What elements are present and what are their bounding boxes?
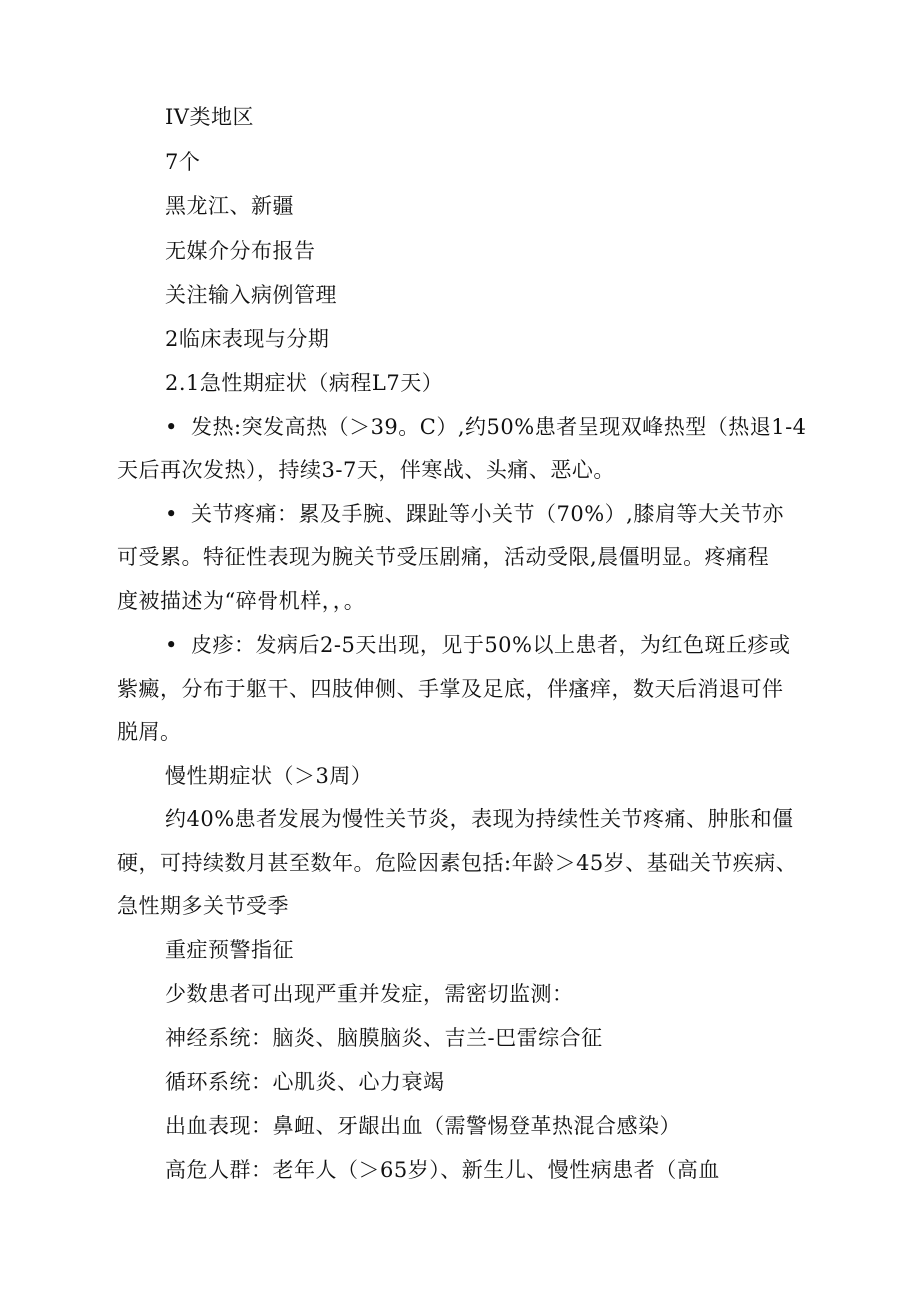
severe-neuro: 神经系统：脑炎、脑膜脑炎、吉兰-巴雷综合征 (165, 1026, 603, 1050)
subsection-heading-chronic: 慢性期症状（＞3周） (165, 764, 373, 788)
imported-case-note: 关注输入病例管理 (165, 283, 337, 307)
vector-report-note: 无媒介分布报告 (165, 239, 316, 263)
bullet-joint-line-3: 度被描述为“碎骨机样，，。 (117, 589, 366, 613)
high-risk-groups: 高危人群：老年人（＞65岁）、新生儿、慢性病患者（高血 (165, 1158, 720, 1182)
section-heading-clinical: 2临床表现与分期 (165, 327, 330, 351)
bullet-rash-line-1 (165, 631, 791, 659)
bullet-rash-line-3: 脱屑。 (117, 720, 182, 744)
region-provinces: 黑龙江、新疆 (165, 194, 294, 218)
bullet-joint-line-2: 可受累。特征性表现为腕关节受压剧痛，活动受限,晨僵明显。疼痛程 (117, 545, 770, 569)
region-count: 7个 (165, 150, 201, 174)
subsection-heading-acute: 2.1急性期症状（病程L7天） (165, 371, 444, 395)
bullet-joint-text-1: 关节疼痛：累及手腕、踝趾等小关节（70%）,膝肩等大关节亦 (191, 502, 784, 526)
bullet-fever-text-1: 发热:突发高热（＞39。C）,约50%患者呈现双峰热型（热退1-4 (191, 415, 807, 439)
subsection-heading-severe: 重症预警指征 (165, 938, 294, 962)
bullet-marker: • (165, 415, 178, 439)
bullet-fever-line-1 (165, 413, 807, 441)
bullet-marker: • (165, 633, 178, 657)
chronic-paragraph-line-2: 硬，可持续数月甚至数年。危险因素包括:年龄＞45岁、基础关节疾病、 (117, 851, 798, 875)
chronic-paragraph-line-3: 急性期多关节受季 (117, 894, 289, 918)
severe-bleeding: 出血表现：鼻衄、牙龈出血（需警惕登革热混合感染） (165, 1114, 681, 1138)
severe-circulatory: 循环系统：心肌炎、心力衰竭 (165, 1070, 445, 1094)
bullet-fever-line-2: 天后再次发热），持续3-7天，伴寒战、头痛、恶心。 (117, 458, 615, 482)
severe-intro: 少数患者可出现严重并发症，需密切监测： (165, 982, 574, 1006)
bullet-rash-line-2: 紫癜，分布于躯干、四肢伸侧、手掌及足底，伴瘙痒，数天后消退可伴 (117, 677, 784, 701)
region-class-label: IV类地区 (165, 105, 254, 129)
bullet-marker: • (165, 502, 178, 526)
chronic-paragraph-line-1: 约40%患者发展为慢性关节炎，表现为持续性关节疼痛、肿胀和僵 (165, 807, 794, 831)
bullet-rash-text-1: 皮疹：发病后2-5天出现，见于50%以上患者，为红色斑丘疹或 (191, 633, 791, 657)
bullet-joint-line-1 (165, 500, 784, 528)
